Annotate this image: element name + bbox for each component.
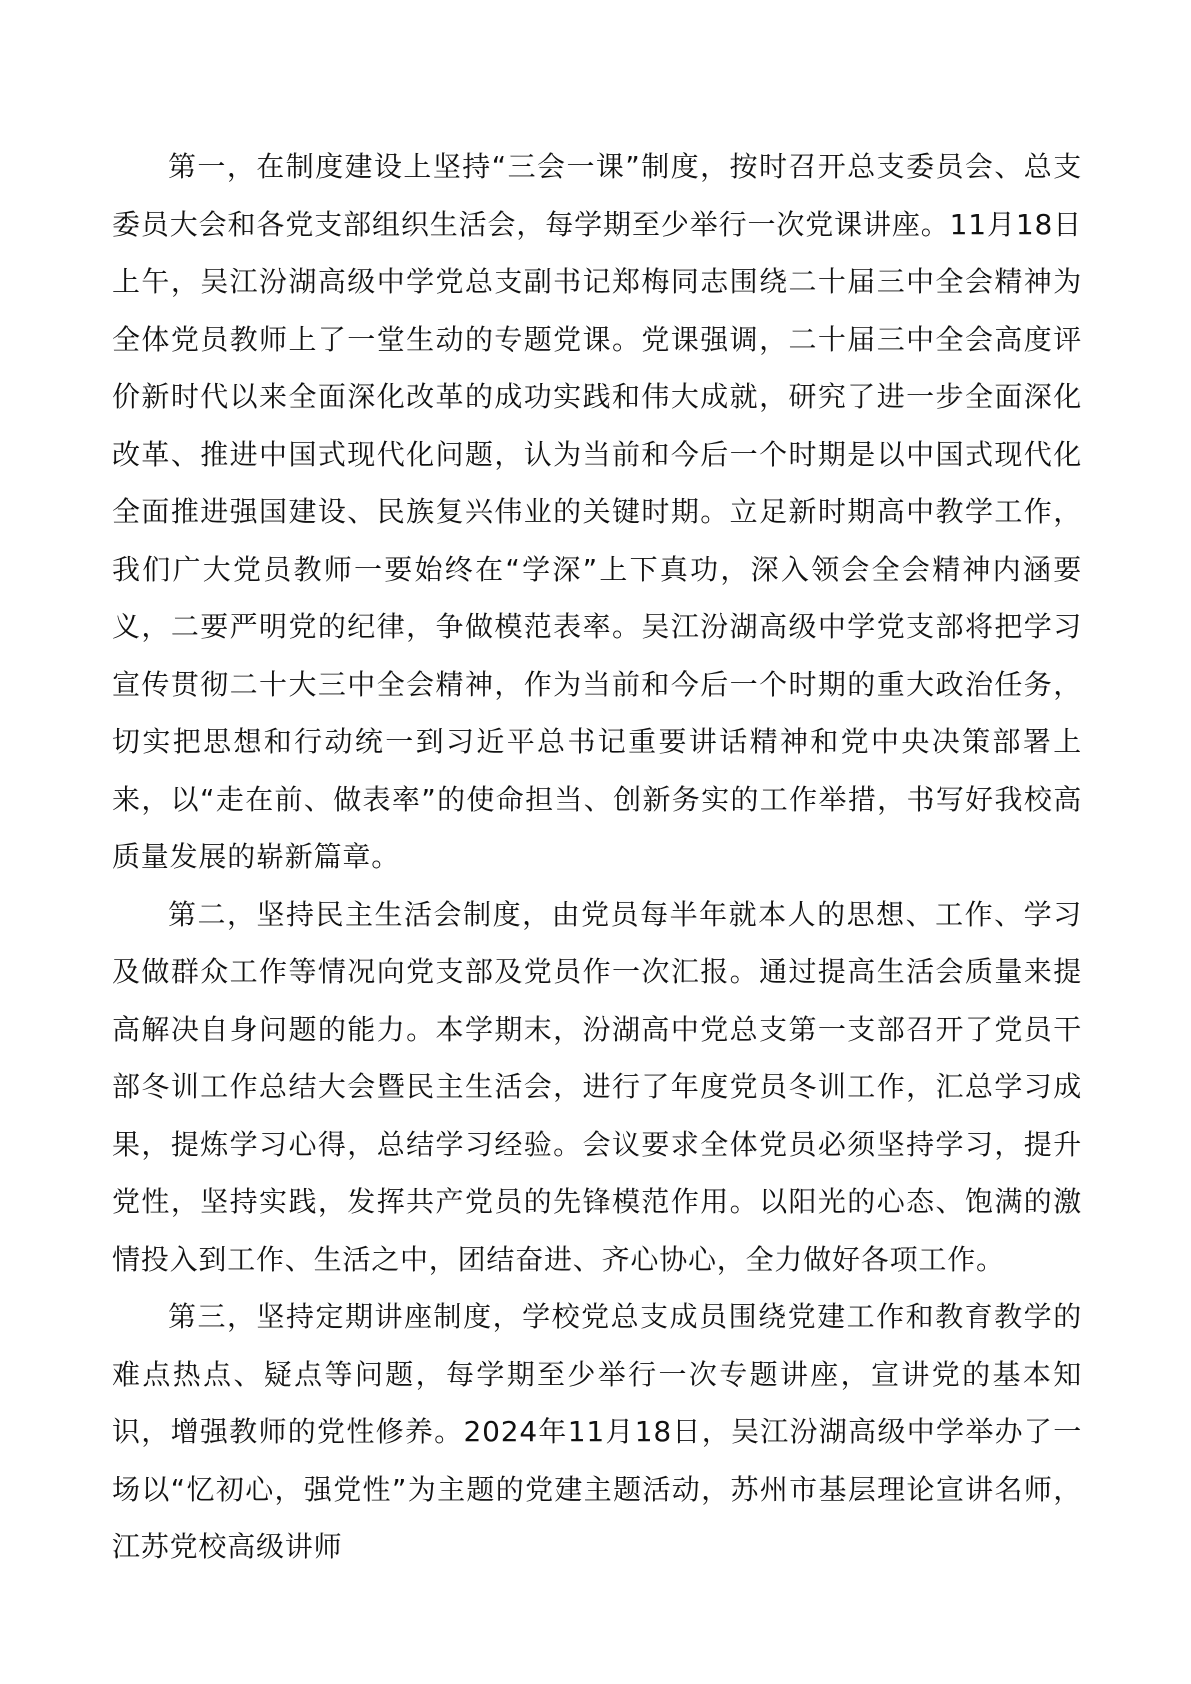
paragraph-2: 第二，坚持民主生活会制度，由党员每半年就本人的思想、工作、学习及做群众工作等情况向党支部及党员作一次汇报。通过提高生活会质量来提高解决自身问题的能力。本学期末，汾湖高中党总支第一支部召开了党员干部冬训工作总结大会暨民主生活会，进行了年度党员冬训工作，汇总学习成果，提炼学习心得，总结学习经验。会议要求全体党员必须坚持学习，提升党性，坚持实践，发挥共产党员的先锋模范作用。以阳光的心态、饱满的激情投入到工作、生活之中，团结奋进、齐心协心，全力做好各项工作。 [112,897,1082,1276]
paragraph-3: 第三，坚持定期讲座制度，学校党总支成员围绕党建工作和教育教学的难点热点、疑点等问题，每学期至少举行一次专题讲座，宣讲党的基本知识，增强教师的党性修养。2024年11月18日，吴江汾湖高级中学举办了一场以“忆初心，强党性”为主题的党建主题活动，苏州市基层理论宣讲名师，江苏党校高级讲师 [112,1300,1082,1563]
paragraph-1: 第一，在制度建设上坚持“三会一课”制度，按时召开总支委员会、总支委员大会和各党支部组织生活会，每学期至少举行一次党课讲座。11月18日上午，吴江汾湖高级中学党总支副书记郑梅同志围绕二十届三中全会精神为全体党员教师上了一堂生动的专题党课。党课强调，二十届三中全会高度评价新时代以来全面深化改革的成功实践和伟大成就，研究了进一步全面深化改革、推进中国式现代化问题，认为当前和今后一个时期是以中国式现代化全面推进强国建设、民族复兴伟业的关键时期。立足新时期高中教学工作，我们广大党员教师一要始终在“学深”上下真功，深入领会全会精神内涵要义，二要严明党的纪律，争做模范表率。吴江汾湖高级中学党支部将把学习宣传贯彻二十大三中全会精神，作为当前和今后一个时期的重大政治任务，切实把思想和行动统一到习近平总书记重要讲话精神和党中央决策部署上来，以“走在前、做表率”的使命担当、创新务实的工作举措，书写好我校高质量发展的崭新篇章。 [112,150,1082,873]
document-page [112,138,1082,1576]
